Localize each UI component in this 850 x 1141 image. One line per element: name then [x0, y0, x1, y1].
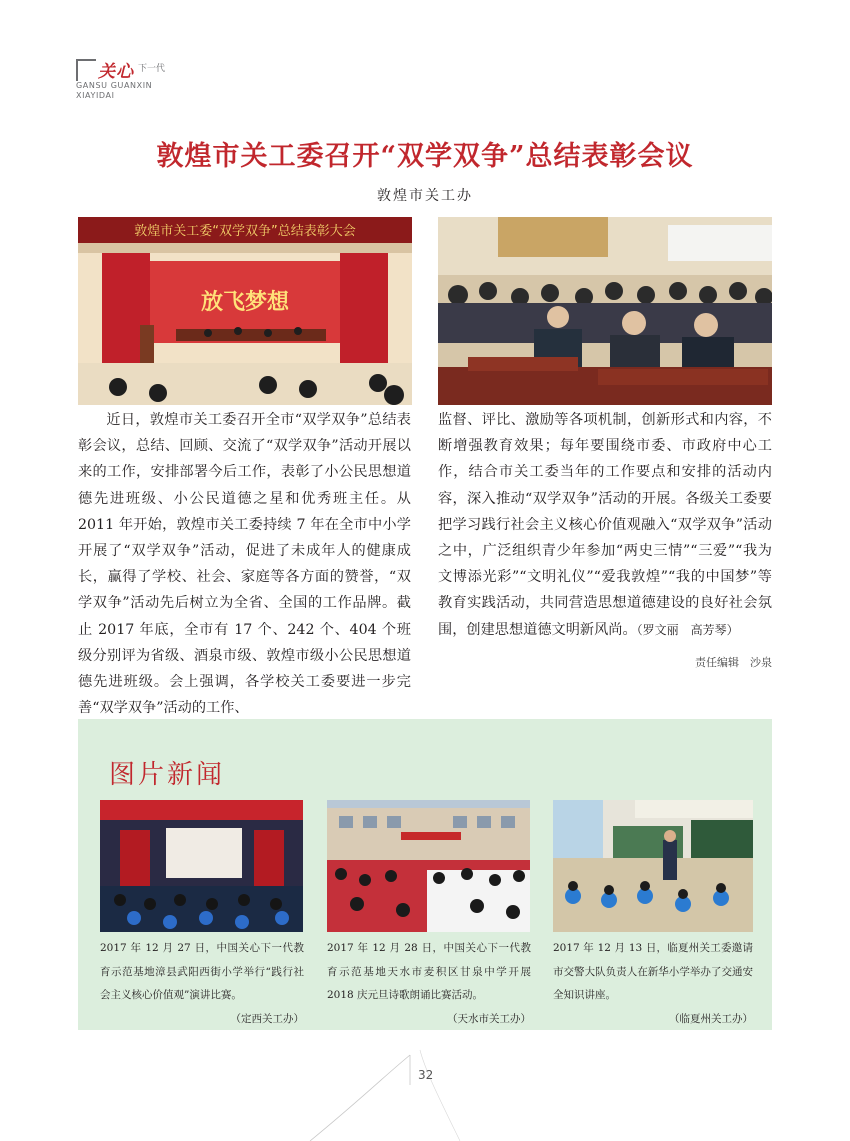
- picture-news-caption-1: [100, 937, 304, 1031]
- caption-2-text: 2017 年 12 月 28 日，中国关心下一代教育示范基地天水市麦积区甘泉中学开展 2018 庆元旦诗歌朗诵比赛活动。: [327, 942, 531, 1002]
- logo-tag: 下一代: [138, 64, 166, 74]
- meeting-stage-photo: [78, 217, 412, 405]
- masthead-logo: [76, 55, 186, 103]
- article-title: 敦煌市关工委召开“双学双争”总结表彰会议: [156, 141, 694, 172]
- article-paragraph-1: 近日，敦煌市关工委召开全市“双学双争”总结表彰会议，总结、回顾、交流了“双学双争”活动开展以来的工作，安排部署今后工作，表彰了小公民思想道德先进班级、小公民道德之星和优秀班主任。从 2011 年开始，敦煌市关工委持续 7 年在全市中小学开展了“双学双争”活动，促进了未成年人的健康成长，赢得了学校、社会、家庭等各方面的赞誉，“双学双争”活动先后树立为全省、全国的工作品牌。截止 2017 年底，全市有 17 个、242 个、404 个班级分别评为省级、酒泉市级、敦煌市级小公民思想道德先进班级。会上强调，各学校关工委要进一步完善“双学双争”活动的工作、: [78, 412, 411, 717]
- responsible-editor: 责任编辑 沙泉: [695, 656, 772, 669]
- logo-corner-mark: [76, 59, 96, 81]
- logo-brand: 关心: [98, 62, 134, 82]
- speech-contest-photo: [100, 800, 303, 932]
- photo1-banner-text: 敦煌市关工委“双学双争”总结表彰大会: [134, 224, 356, 239]
- caption-2-source: （天水市关工办）: [447, 1012, 531, 1025]
- article-authors: （罗文丽 高芳琴）: [636, 622, 739, 637]
- meeting-audience-photo: [438, 217, 772, 405]
- article-paragraph-2-text: 监督、评比、激励等各项机制，创新形式和内容，不断增强教育效果；每年要围绕市委、市政府中心工作，结合市关工委当年的工作要点和安排的活动内容，深入推动“双学双争”活动的开展。各级关工委要把学习践行社会主义核心价值观融入“双学双争”活动之中，广泛组织青少年参加“两史三情”“三爱”“我为文博添光彩”“文明礼仪”“爱我敦煌”“我的中国梦”等教育实践活动，共同营造思想道德建设的良好社会氛围，创建思想道德文明新风尚。: [438, 412, 772, 638]
- page-number: 32: [418, 1068, 434, 1082]
- photo1-backdrop-text: 放飞梦想: [200, 289, 290, 315]
- logo-en-line2: XIAYIDAI: [76, 91, 115, 100]
- article-body-column-1: [78, 407, 411, 721]
- picture-news-heading: 图片新闻: [109, 760, 226, 790]
- logo-en-line1: GANSU GUANXIN: [76, 81, 153, 90]
- caption-1-source: （定西关工办）: [230, 1012, 304, 1025]
- caption-1-text: 2017 年 12 月 27 日，中国关心下一代教育示范基地漳县武阳西街小学举行“践行社会主义核心价值观”演讲比赛。: [100, 942, 304, 1002]
- poetry-recital-photo: [327, 800, 530, 932]
- traffic-safety-lecture-photo: [553, 800, 753, 932]
- picture-news-caption-3: [553, 937, 753, 1031]
- picture-news-caption-2: [327, 937, 531, 1031]
- article-body-column-2: [438, 407, 772, 643]
- caption-3-text: 2017 年 12 月 13 日，临夏州关工委邀请市交警大队负责人在新华小学举办了交通安全知识讲座。: [553, 942, 753, 1002]
- caption-3-source: （临夏州关工办）: [669, 1012, 753, 1025]
- article-paragraph-2: [438, 407, 772, 643]
- article-byline: 敦煌市关工办: [377, 188, 473, 204]
